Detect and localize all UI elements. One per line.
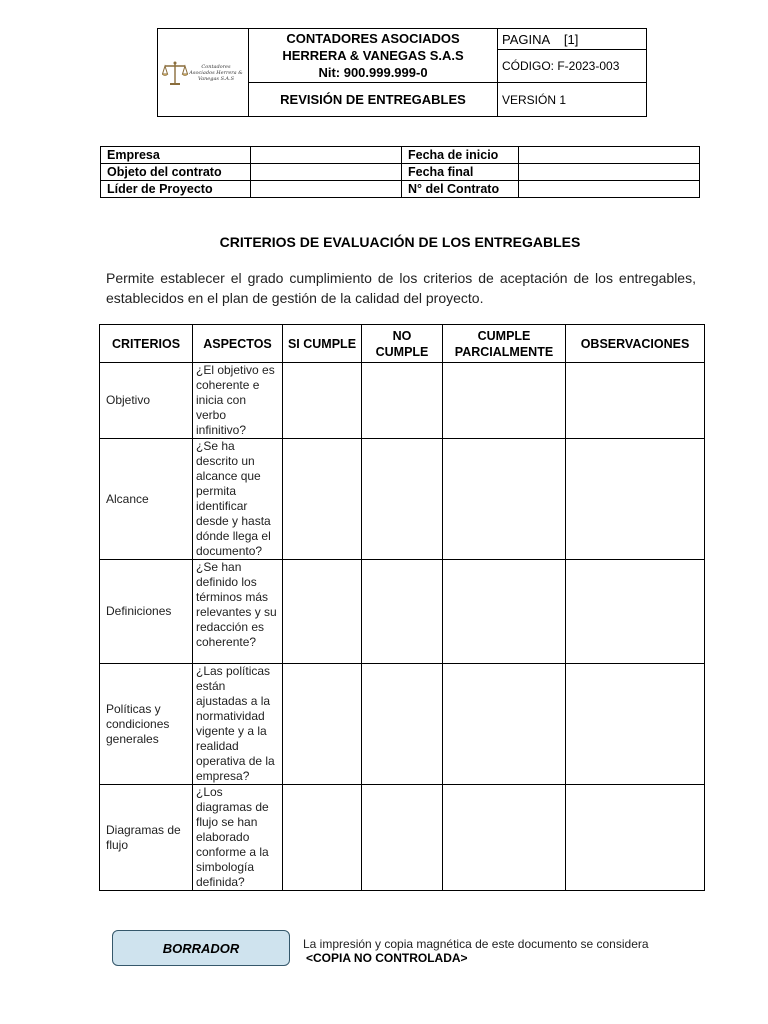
no-cumple-cell[interactable] [362,363,443,439]
si-cumple-cell[interactable] [283,664,362,785]
objeto-value[interactable] [251,164,402,181]
cumple-parcialmente-cell[interactable] [443,560,566,664]
criterio-cell: Alcance [100,439,193,560]
company-name: CONTADORES ASOCIADOS HERRERA & VANEGAS S.A.S Nit: 900.999.999-0 [249,29,498,83]
si-cumple-cell[interactable] [283,560,362,664]
no-cumple-cell[interactable] [362,560,443,664]
table-row [100,664,705,785]
fecha-inicio-label: Fecha de inicio [402,147,519,164]
si-cumple-cell[interactable] [283,439,362,560]
aspecto-cell: ¿Se ha descrito un alcance que permita identificar desde y hasta dónde llega el documento? [193,439,283,560]
table-row [100,439,705,560]
no-cumple-cell[interactable] [362,664,443,785]
aspecto-cell: ¿Se han definido los términos más relevantes y su redacción es coherente? [193,560,283,664]
logo-cell [158,29,249,117]
scales-of-justice-icon [162,59,188,87]
empresa-value[interactable] [251,147,402,164]
section-title: CRITERIOS DE EVALUACIÓN DE LOS ENTREGABLES [219,234,581,250]
aspecto-cell: ¿El objetivo es coherente e inicia con verbo infinitivo? [193,363,283,439]
observaciones-cell[interactable] [566,785,705,891]
intro-paragraph: Permite establecer el grado cumplimiento de los criterios de aceptación de los entregables, establecidos en el plan de gestión de la calidad del proyecto. [106,270,696,306]
document-header [157,28,647,117]
header-cumple-parcialmente: CUMPLE PARCIALMENTE [443,325,566,363]
header-aspectos: ASPECTOS [193,325,283,363]
observaciones-cell[interactable] [566,560,705,664]
si-cumple-cell[interactable] [283,785,362,891]
criterio-cell: Políticas y condiciones generales [100,664,193,785]
header-no-cumple: NO CUMPLE [362,325,443,363]
page-number: PAGINA [1] [498,29,647,50]
aspecto-cell: ¿Los diagramas de flujo se han elaborado conforme a la simbología definida? [193,785,283,891]
fecha-final-label: Fecha final [402,164,519,181]
observaciones-cell[interactable] [566,439,705,560]
version-label: VERSIÓN 1 [498,83,647,117]
aspecto-cell: ¿Las políticas están ajustadas a la normatividad vigente y a la realidad operativa de la empresa? [193,664,283,785]
num-contrato-value[interactable] [519,181,700,198]
num-contrato-label: N° del Contrato [402,181,519,198]
empresa-label: Empresa [101,147,251,164]
no-cumple-cell[interactable] [362,785,443,891]
table-row [100,560,705,664]
observaciones-cell[interactable] [566,363,705,439]
table-header-row [100,325,705,363]
header-si-cumple: SI CUMPLE [283,325,362,363]
table-row [100,363,705,439]
observaciones-cell[interactable] [566,664,705,785]
criteria-table [99,324,705,891]
criterio-cell: Objetivo [100,363,193,439]
fecha-final-value[interactable] [519,164,700,181]
revision-title: REVISIÓN DE ENTREGABLES [249,83,498,117]
criterio-cell: Definiciones [100,560,193,664]
fecha-inicio-value[interactable] [519,147,700,164]
no-cumple-cell[interactable] [362,439,443,560]
header-observaciones: OBSERVACIONES [566,325,705,363]
header-criterios: CRITERIOS [100,325,193,363]
cumple-parcialmente-cell[interactable] [443,785,566,891]
lider-label: Líder de Proyecto [101,181,251,198]
criterio-cell: Diagramas de flujo [100,785,193,891]
copy-note-line1: La impresión y copia magnética de este documento se considera [303,937,649,951]
contract-info-table [100,146,700,198]
logo-text: Contadores Asociados Herrera & Vanegas S.A.S [189,63,243,82]
cumple-parcialmente-cell[interactable] [443,664,566,785]
objeto-label: Objeto del contrato [101,164,251,181]
lider-value[interactable] [251,181,402,198]
cumple-parcialmente-cell[interactable] [443,363,566,439]
si-cumple-cell[interactable] [283,363,362,439]
document-code: CÓDIGO: F-2023-003 [498,50,647,83]
cumple-parcialmente-cell[interactable] [443,439,566,560]
table-row [100,785,705,891]
borrador-button[interactable]: BORRADOR [112,930,290,966]
copy-note-line2: <COPIA NO CONTROLADA> [306,951,468,965]
